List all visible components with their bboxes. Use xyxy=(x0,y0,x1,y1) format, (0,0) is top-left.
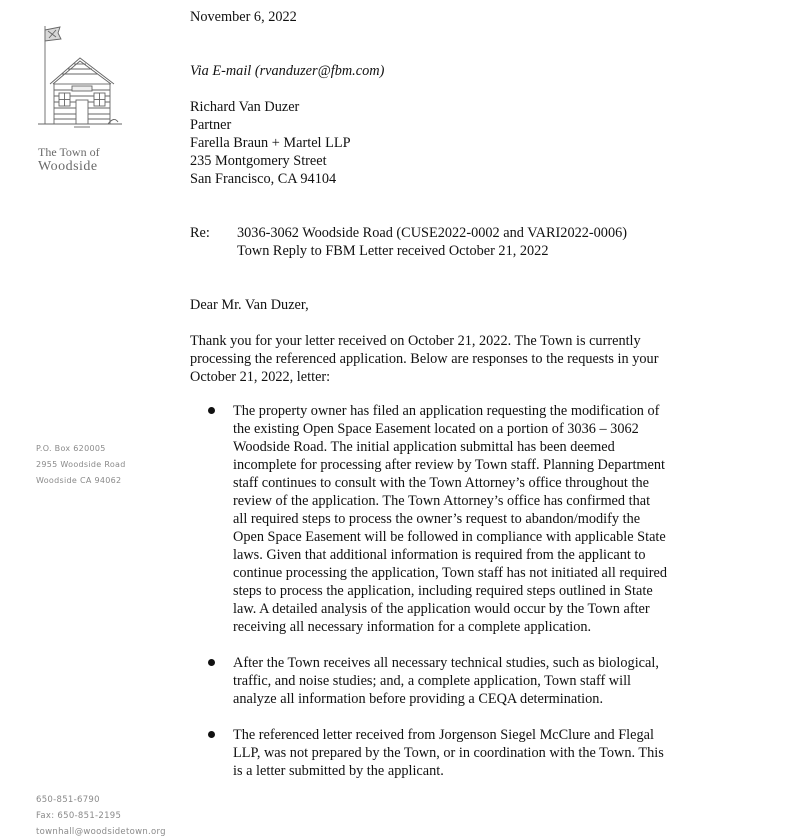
bullet-line: laws. Given that additional information is required from the applicant to xyxy=(233,547,646,563)
re-subject: 3036-3062 Woodside Road (CUSE2022-0002 and VARI2022-0006) xyxy=(237,225,628,241)
paragraph-line: October 21, 2022, letter: xyxy=(190,369,331,385)
town-name-small: The Town of xyxy=(38,145,100,159)
bullet-point xyxy=(208,407,215,414)
bullet-line: The property owner has filed an application requesting the modification of xyxy=(233,403,660,419)
bullet-item xyxy=(233,654,699,708)
re-subject: Town Reply to FBM Letter received October 21, 2022 xyxy=(237,243,549,259)
town-name: Woodside xyxy=(38,159,98,174)
bullet-item xyxy=(233,402,699,636)
bullet-line: Woodside Road. The initial application submittal has been deemed xyxy=(233,439,615,455)
bullet-line: law. A detailed analysis of the application would occur by the Town after xyxy=(233,601,650,617)
bullet-line: is a letter submitted by the applicant. xyxy=(233,763,444,779)
bullet-line: Open Space Easement will be followed in compliance with applicable State xyxy=(233,529,666,545)
recipient-name: Richard Van Duzer xyxy=(190,99,300,115)
paragraph-line xyxy=(190,332,700,350)
paragraph-line: processing the referenced application. Below are responses to the requests in your xyxy=(190,351,659,367)
bullet-line: all required steps to process the owner’s request to abandon/modify the xyxy=(233,511,641,527)
intro-paragraph xyxy=(190,332,700,386)
bullet-line: receiving all necessary information for a complete application. xyxy=(233,619,592,635)
email-address[interactable]: townhall@woodsidetown.org xyxy=(36,827,166,837)
recipient-title: Partner xyxy=(190,117,232,133)
letter-date: November 6, 2022 xyxy=(190,9,297,25)
fax: Fax: 650-851-2195 xyxy=(36,811,122,821)
bullet-line: incomplete for processing after review by Town staff. Planning Department xyxy=(233,457,666,473)
re-label: Re: xyxy=(190,225,210,241)
bullet-line: continue processing the application, Town staff has not initiated all required xyxy=(233,565,668,581)
bullet-line: After the Town receives all necessary technical studies, such as biological, xyxy=(233,655,659,671)
bullet-line: the existing Open Space Easement located on a portion of 3036 – 3062 xyxy=(233,421,639,437)
bullet-line: steps to process the application, including required steps outlined in State xyxy=(233,583,653,599)
recipient-city: San Francisco, CA 94104 xyxy=(190,171,337,187)
bullet-line: staff continues to consult with the Town Attorney’s office throughout the xyxy=(233,475,649,491)
address-line: P.O. Box 620005 xyxy=(36,444,106,453)
bullet-point xyxy=(208,659,215,666)
line-text: Thank you for your letter received on October 21, 2022. The Town is currently xyxy=(190,333,641,349)
bullet-item xyxy=(233,726,699,780)
address-line: 2955 Woodside Road xyxy=(36,460,126,469)
bullet-point xyxy=(208,731,215,738)
recipient-street: 235 Montgomery Street xyxy=(190,153,327,169)
salutation: Dear Mr. Van Duzer, xyxy=(190,297,309,313)
bullet-line: review of the application. The Town Attorney’s office has confirmed that xyxy=(233,493,651,509)
address-line: Woodside CA 94062 xyxy=(36,476,122,485)
bullet-line: traffic, and noise studies; and, a complete application, Town staff will xyxy=(233,673,632,689)
phone: 650-851-6790 xyxy=(36,795,100,805)
delivery-method: Via E-mail (rvanduzer@fbm.com) xyxy=(190,63,385,79)
recipient-firm: Farella Braun + Martel LLP xyxy=(190,135,351,151)
bullet-line: The referenced letter received from Jorgenson Siegel McClure and Flegal xyxy=(233,727,654,743)
town-logo xyxy=(18,24,124,144)
bullet-line: analyze all information before providing a CEQA determination. xyxy=(233,691,604,707)
bullet-line: LLP, was not prepared by the Town, or in coordination with the Town. This xyxy=(233,745,664,761)
